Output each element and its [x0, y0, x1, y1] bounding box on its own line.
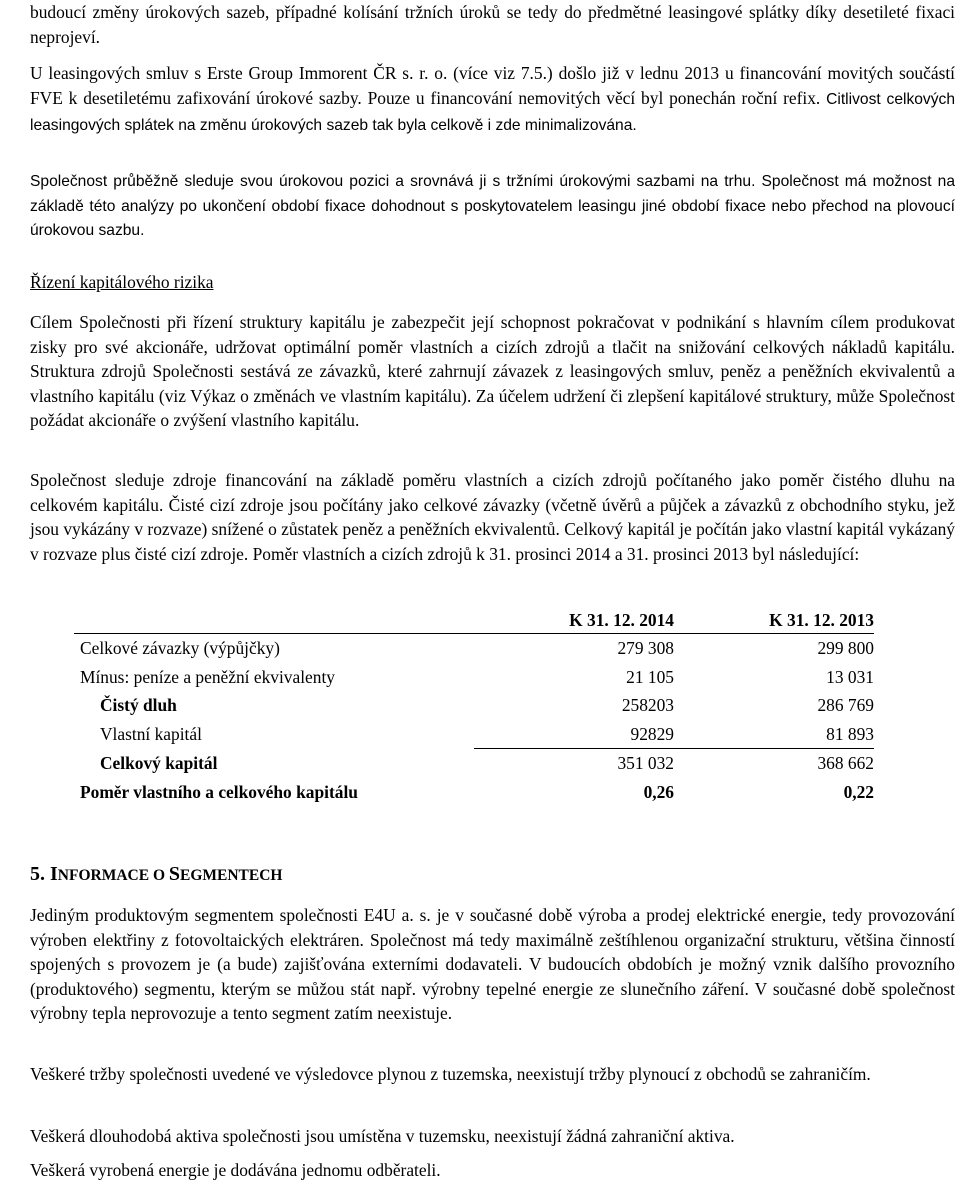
value-2013: 286 769 — [817, 695, 874, 715]
section-number: 5. — [30, 863, 45, 885]
column-header-2013: K 31. 12. 2013 — [674, 608, 874, 634]
sensitivity-text: Citlivost celkových leasingových splátek na změnu úrokových sazeb tak byla celkově i zde minimalizována. — [30, 90, 955, 134]
section-title-part: EGMENTECH — [180, 867, 283, 884]
table-row — [74, 749, 874, 778]
table-header-row — [74, 608, 874, 634]
assets-paragraph: Veškerá dlouhodobá aktiva společnosti jsou umístěna v tuzemsku, neexistují žádná zahraniční aktiva. — [30, 1126, 735, 1146]
row-label: Poměr vlastního a celkového kapitálu — [80, 781, 358, 802]
column-header-2014: K 31. 12. 2014 — [474, 608, 674, 634]
value-2014: 0,26 — [643, 781, 674, 802]
leasing-text: U leasingových smluv s Erste Group Immorent ČR s. r. o. (více viz 7.5.) došlo již v lednu 2013 u financování movitých součástí FVE k desetiletému zafixování úrokové sazby. Pouze u financování nemovitých věcí byl ponechán roční refix. — [30, 63, 955, 108]
section-5-title — [30, 862, 282, 889]
funding-sources-paragraph: Společnost sleduje zdroje financování na základě poměru vlastních a cizích zdrojů počítaného jako poměr čistého dluhu na celkovém kapitálu. Čisté cizí zdroje jsou počítány jako celkové závazky (včetně úvěrů a půjček a závazků z obchodního styku, jež jsou vykázány v rozvaze) snížené o zůstatek peněz a peněžních ekvivalentů. Celkový kapitál je počítán jako vlastní kapitál vykázaný v rozvaze plus čisté cizí zdroje. Poměr vlastních a cizích zdrojů k 31. prosinci 2014 a 31. prosinci 2013 byl následující: — [30, 470, 955, 564]
monitoring-paragraph: Společnost průběžně sleduje svou úrokovou pozici a srovnává ji s tržními úrokovými sazbami na trhu. Společnost má možnost na základě této analýzy po ukončení období fixace dohodnout s poskytovatelem leasingu jiné období fixace nebo přechod na plovoucí úrokovou sazbu. — [30, 173, 955, 239]
table-row — [74, 634, 874, 663]
value-2013: 299 800 — [817, 638, 874, 658]
row-label: Čistý dluh — [100, 695, 177, 715]
section-title-initial: I — [50, 863, 58, 885]
value-2014: 351 032 — [474, 749, 674, 778]
row-label: Vlastní kapitál — [100, 723, 202, 744]
value-2013: 81 893 — [826, 723, 874, 744]
value-2013: 13 031 — [826, 666, 874, 687]
row-label: Celkový kapitál — [100, 752, 218, 773]
revenue-paragraph: Veškeré tržby společnosti uvedené ve výsledovce plynou z tuzemska, neexistují tržby plynoucí z obchodů se zahraničím. — [30, 1064, 871, 1084]
value-2014: 92829 — [630, 723, 674, 744]
section-title-part: NFORMACE O — [57, 867, 169, 884]
row-label: Celkové závazky (výpůjčky) — [80, 638, 280, 658]
value-2014: 258203 — [621, 695, 674, 715]
table-row — [74, 691, 874, 720]
row-label: Mínus: peníze a peněžní ekvivalenty — [80, 666, 335, 687]
value-2014: 279 308 — [617, 638, 674, 658]
intro-paragraph: budoucí změny úrokových sazeb, případné kolísání tržních úroků se tedy do předmětné leasingové splátky díky desetileté fixaci neprojeví. — [30, 2, 955, 47]
value-2013: 368 662 — [674, 749, 874, 778]
table-row — [74, 663, 874, 692]
table-row — [74, 720, 874, 749]
value-2013: 0,22 — [843, 781, 874, 802]
segment-paragraph: Jediným produktovým segmentem společnosti E4U a. s. je v současné době výroba a prodej elektrické energie, tedy provozování výroben elektřiny z fotovoltaických elektráren. Společnost má tedy maximálně zeštíhlenou organizační strukturu, většina činností spojených s provozem je (a bude) zajišťována externími dodavateli. V budoucích obdobích je možný vznik dalšího provozního (produktového) segmentu, kterým se můžou stát např. výrobny tepelné energie ze slunečního záření. V současné době společnost výrobny tepla neprovozuje a tento segment zatím neexistuje. — [30, 905, 955, 1023]
leasing-paragraph — [30, 61, 955, 139]
capital-structure-paragraph: Cílem Společnosti při řízení struktury kapitálu je zabezpečit její schopnost pokračovat v podnikání s hlavním cílem produkovat zisky pro své akcionáře, udržovat optimální poměr vlastních a cizích zdrojů a tlačit na snižování celkových nákladů kapitálu. Struktura zdrojů Společnosti sestává ze závazků, které zahrnují závazek z leasingových smluv, peněz a peněžních ekvivalentů a vlastního kapitálu (viz Výkaz o změnách ve vlastním kapitálu). Za účelem udržení či zlepšení kapitálové struktury, může Společnost požádat akcionáře o zvýšení vlastního kapitálu. — [30, 312, 955, 430]
table-row — [74, 778, 874, 807]
capital-risk-heading: Řízení kapitálového rizika — [30, 272, 214, 292]
section-title-initial: S — [168, 863, 180, 885]
energy-paragraph: Veškerá vyrobená energie je dodávána jednomu odběrateli. — [30, 1160, 441, 1180]
value-2014: 21 105 — [626, 666, 674, 687]
capital-ratio-table — [74, 608, 874, 806]
